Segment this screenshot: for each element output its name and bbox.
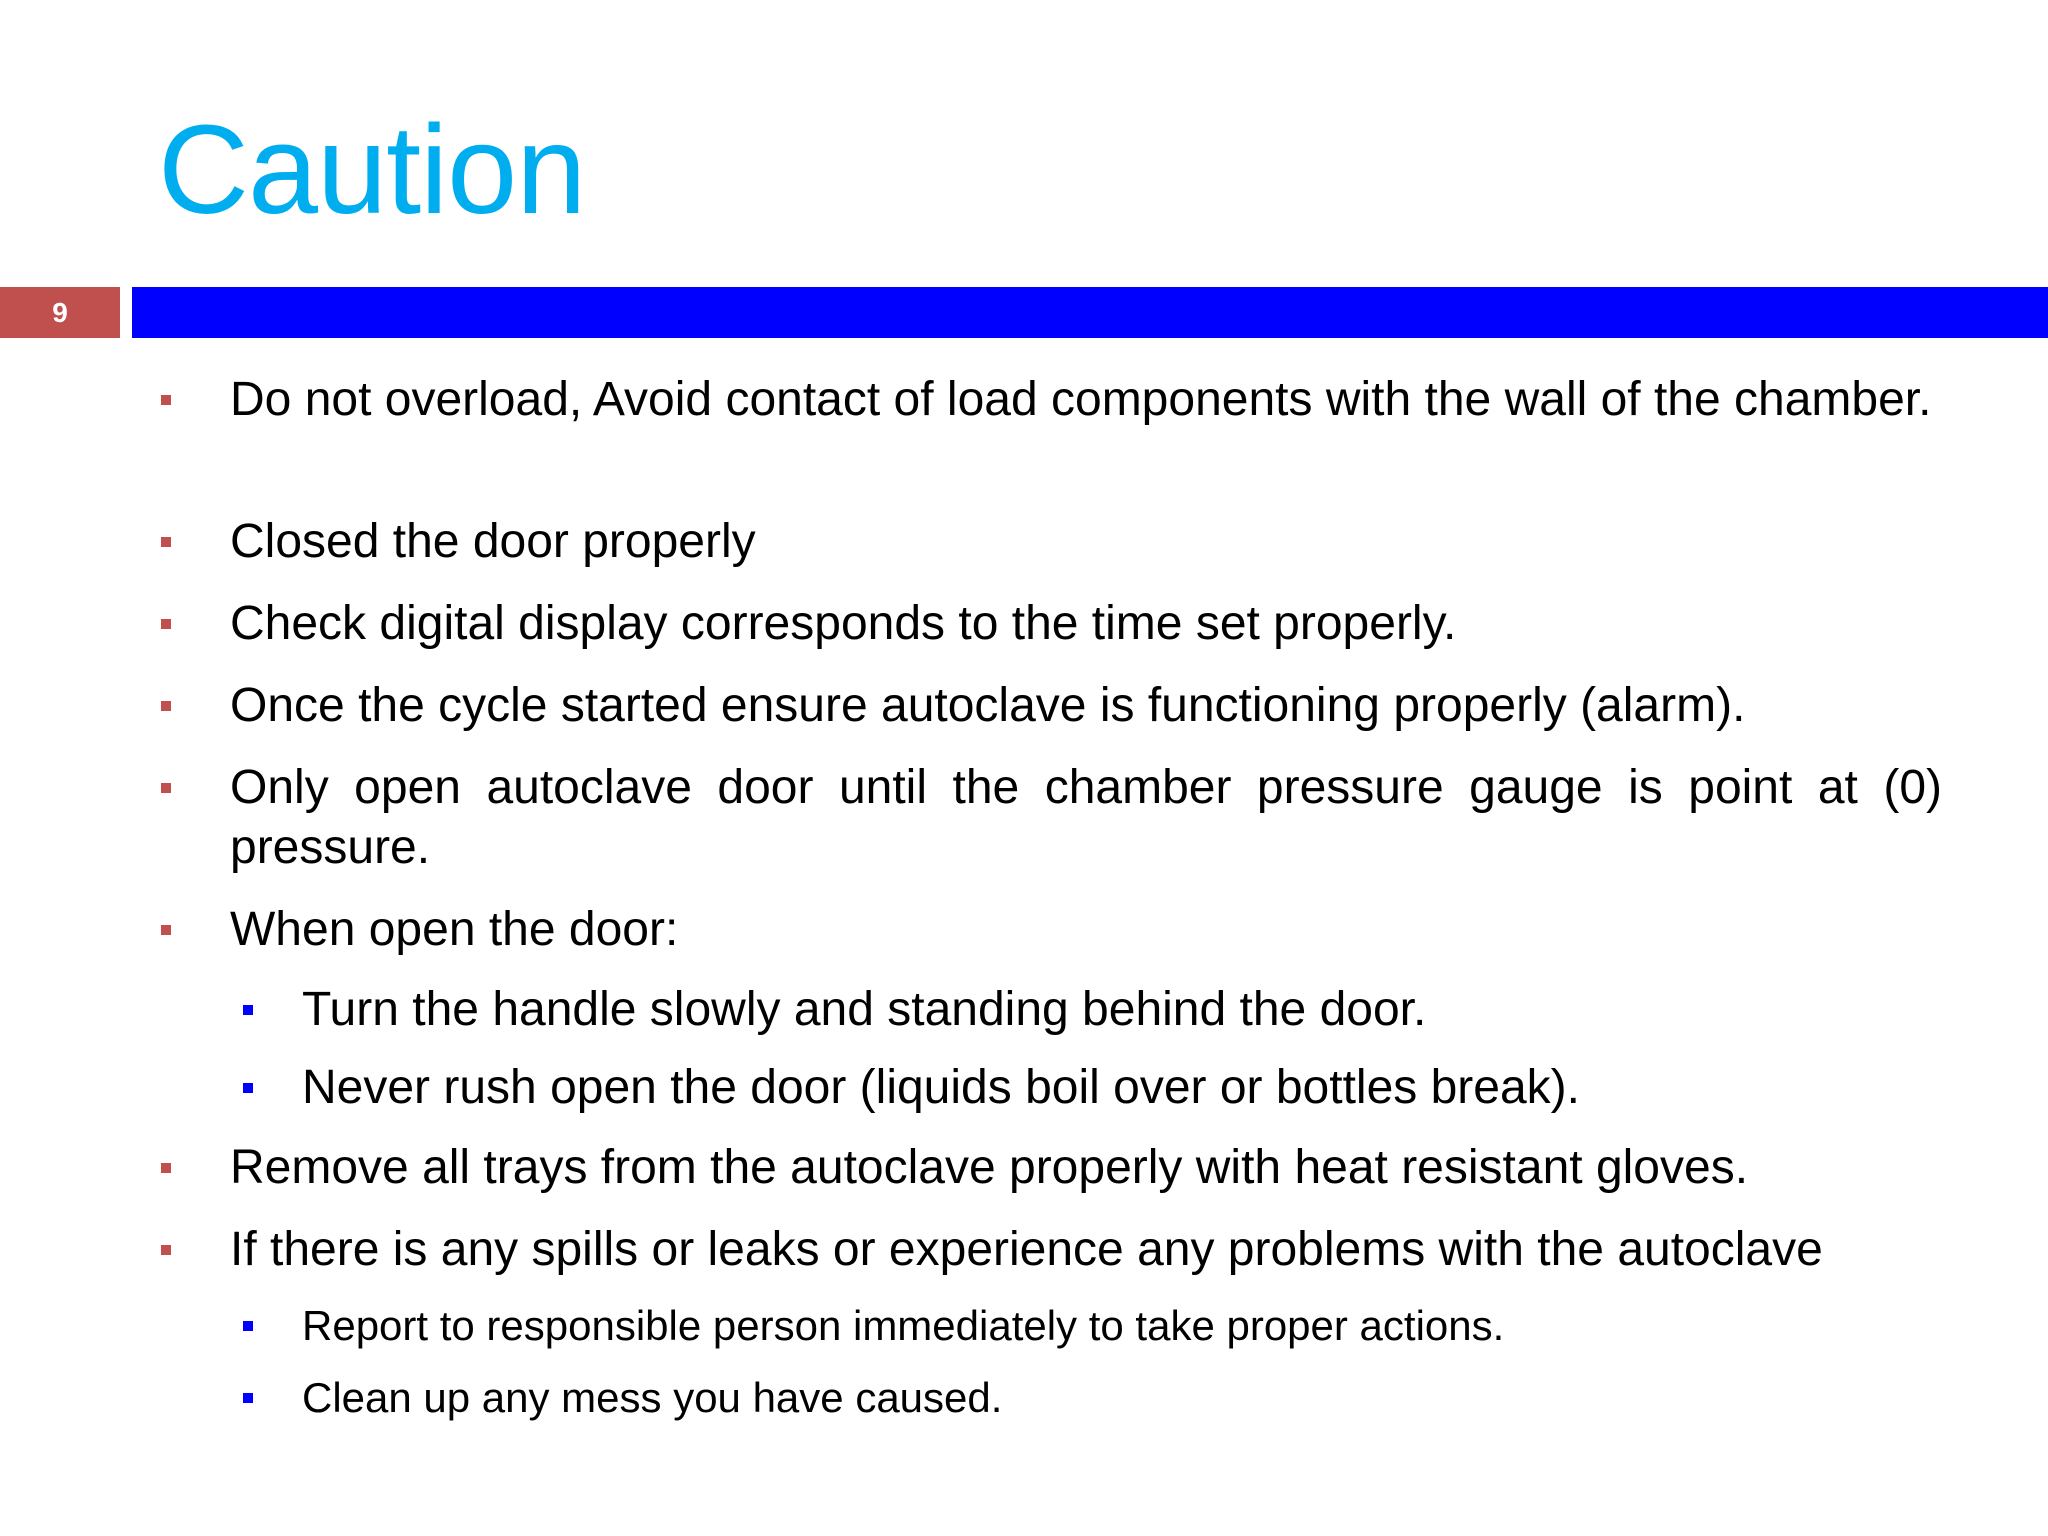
list-item <box>230 758 1942 878</box>
square-bullet-icon <box>243 1083 253 1093</box>
sub-list-item <box>302 1300 1942 1352</box>
list-item <box>230 1138 1942 1198</box>
list-item-text: Clean up any mess you have caused. <box>302 1374 1003 1421</box>
list-item-text: Never rush open the door (liquids boil over or bottles break). <box>302 1061 1580 1114</box>
square-bullet-icon <box>161 619 171 629</box>
square-bullet-icon <box>161 701 171 711</box>
sub-list-item <box>302 1372 1942 1424</box>
list-item <box>230 512 1942 572</box>
square-bullet-icon <box>161 395 171 405</box>
list-item-text: Turn the handle slowly and standing behind the door. <box>302 983 1427 1036</box>
sub-list-item <box>302 980 1942 1040</box>
list-item-text: Only open autoclave door until the chamber pressure gauge is point at (0) pressure. <box>230 761 1942 874</box>
list-item <box>230 676 1942 736</box>
square-bullet-icon <box>161 925 171 935</box>
list-item <box>230 594 1942 654</box>
list-item-text: Do not overload, Avoid contact of load components with the wall of the chamber. <box>230 373 1932 426</box>
list-item-text: Once the cycle started ensure autoclave is functioning properly (alarm). <box>230 679 1746 732</box>
square-bullet-icon <box>161 1163 171 1173</box>
square-bullet-icon <box>243 1005 253 1015</box>
square-bullet-icon <box>161 1245 171 1255</box>
list-item-text: Remove all trays from the autoclave properly with heat resistant gloves. <box>230 1141 1749 1194</box>
list-item <box>230 900 1942 960</box>
list-item-text: Report to responsible person immediately to take proper actions. <box>302 1302 1505 1349</box>
slide-number-badge: 9 <box>0 287 120 338</box>
slide-title: Caution <box>158 99 586 240</box>
square-bullet-icon <box>243 1393 253 1403</box>
square-bullet-icon <box>161 537 171 547</box>
list-item-text: When open the door: <box>230 903 679 956</box>
list-item-text: If there is any spills or leaks or experience any problems with the autoclave <box>230 1223 1823 1276</box>
list-item-text: Check digital display corresponds to the time set properly. <box>230 597 1457 650</box>
list-item <box>230 1220 1942 1280</box>
square-bullet-icon <box>161 783 171 793</box>
sub-list-item <box>302 1058 1942 1118</box>
square-bullet-icon <box>243 1321 253 1331</box>
list-item-text: Closed the door properly <box>230 515 756 568</box>
list-item <box>230 370 1942 430</box>
